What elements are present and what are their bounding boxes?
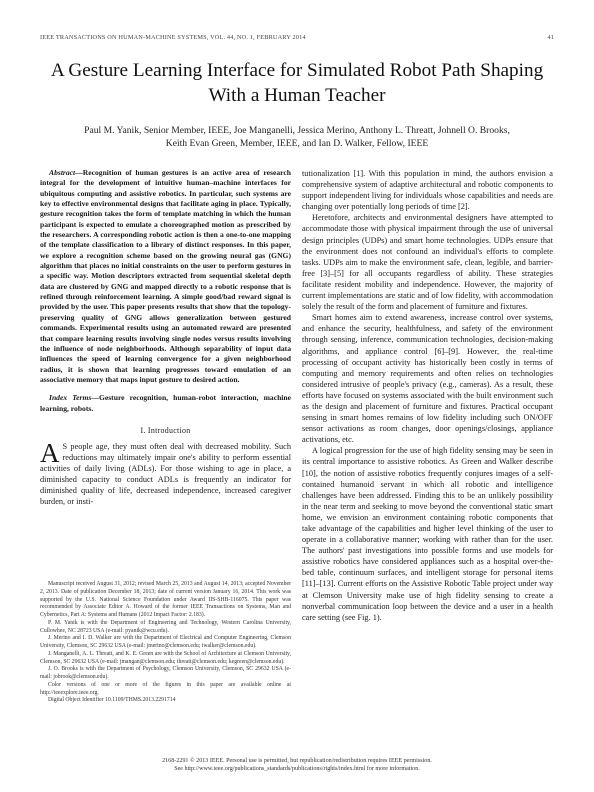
copyright-line-1: 2168-2291 © 2013 IEEE. Personal use is permitted, but republication/redistribution requires IEEE permission.: [162, 758, 432, 764]
author-list: [40, 124, 554, 150]
drop-cap: A: [40, 437, 60, 468]
footnote: P. M. Yanik is with the Department of Engineering and Technology, Western Carolina University, Cullowhee, NC 28723 USA (e-mail: pyanik@wcu.edu).: [40, 619, 291, 634]
running-head: [40, 34, 554, 44]
author-line-1: Paul M. Yanik, Senior Member, IEEE, Joe Manganelli, Jessica Merino, Anthony L. Threatt, Johnell O. Brooks,: [84, 125, 510, 136]
footnote: Color versions of one or more of the figures in this paper are available online at http://ieeexplore.ieee.org.: [40, 681, 291, 696]
author-line-2: Keith Evan Green, Member, IEEE, and Ian D. Walker, Fellow, IEEE: [165, 138, 429, 149]
footnotes: [40, 581, 291, 705]
abstract: [40, 168, 291, 385]
footnote: J. Manganelli, A. L. Threatt, and K. E. Green are with the School of Architecture at Clemson University, Clemson, SC 29632 USA (e-mail: jmangan@clemson.edu; threatt@clemson.edu; kegreen@clemson.edu).: [40, 650, 291, 665]
introduction-paragraph: [40, 437, 291, 508]
copyright-line-2: See http://www.ieee.org/publications_standards/publications/rights/index.html for more information.: [174, 766, 420, 772]
copyright-notice: [40, 757, 554, 773]
index-terms-text: —Gesture recognition, human-robot interaction, machine learning, robots.: [40, 393, 291, 413]
abstract-text: —Recognition of human gestures is an active area of research integral for the development of intuitive human–machine interfaces for ubiquitous computing and assistive robotics. In particular, such systems are key to effective environmental designs that facilitate aging in place. Typically, gesture recognition takes the form of template matching in which the human participant is expected to emulate a choreographed motion as prescribed by the researchers. A corresponding robotic action is then a one-to-one mapping of the template classification to a library of distinct responses. In this paper, we explore a recognition scheme based on the growing neural gas (GNG) algorithm that places no initial constraints on the user to perform gestures in a specific way. Motion descriptors extracted from sequential skeletal depth data are clustered by GNG and mapped directly to a robotic response that is refined through reinforcement learning. A simple good/bad reward signal is provided by the user. This paper presents results that show that the topology-preserving quality of GNG allows generalization between gestured commands. Experimental results using an automated reward are presented that compare learning results involving single nodes versus results involving the influence of node neighborhoods. Although separability of input data influences the speed of learning convergence for a given neighborhood radius, it is shown that learning progresses toward emulation of an associative memory that maps input gesture to desired action.: [40, 168, 291, 384]
body-paragraph: Smart homes aim to extend awareness, increase control over systems, and enhance the security, healthfulness, and safety of the environment through sensing, inference, communication technologies, decision-making algorithms, and appliance control [6]–[9]. However, the real-time processing of occupant activity has historically been costly in terms of computing and memory requirements and often relies on technologies considered intrusive of people's privacy (e.g., cameras). As a result, these efforts have focused on systems associated with the built environment such as the design and placement of furniture and fixtures. Practical occupant sensing in smart homes remains of low fidelity including such ON/OFF sensor activations as room changes, door openings/closings, appliance activations, etc.: [302, 313, 553, 445]
body-paragraph: tutionalization [1]. With this population in mind, the authors envision a comprehensive system of adaptive architectural and robotic components to support independent living for individuals whose capabilities and needs are changing over potentially long periods of time [2].: [302, 169, 553, 212]
left-column: [40, 168, 291, 507]
page-number: 41: [547, 34, 554, 41]
introduction-text: S people age, they must often deal with decreased mobility. Such reductions may ultimately impair one's ability to perform essential activities of daily living (ADLs). For those wishing to age in place, a diminished capacity to conduct ADLs is frequently an indicator for diminished quality of life, decreased independence, increased caregiver burden, or insti-: [40, 441, 291, 507]
footnote: Manuscript received August 31, 2012; revised March 25, 2013 and August 14, 2013; accepted November 2, 2013. Date of publication December 18, 2013; date of current version January 16, 2014. This work was supported by the U.S. National Science Foundation under Award IIS-SHB-116075. This paper was recommended by Associate Editor A. Howard of the former IEEE Transactions on Systems, Man and Cybernetics, Part A: Systems and Humans (2012 Impact Factor: 2.183).: [40, 581, 291, 618]
paper-title: A Gesture Learning Interface for Simulated Robot Path Shaping With a Human Teacher: [50, 60, 544, 106]
index-terms-lead: Index Terms: [49, 393, 92, 403]
abstract-lead: Abstract: [49, 168, 76, 177]
body-paragraph: Heretofore, architects and environmental designers have attempted to accommodate those with physical impairment through the use of universal design principles (UDPs) and smart home technologies. UDPs ensure that the environment does not confound an individual's efforts to complete tasks. UDPs aim to make the environment safe, clean, legible, and barrier-free [3]–[5] for all occupants regardless of ability. These strategies facilitate resident mobility and independence. However, the majority of current implementations are static and of low fidelity, with accommodation solely the result of the form and placement of furniture and fixtures.: [302, 213, 553, 312]
section-heading-introduction: I. Introduction: [140, 425, 191, 435]
footnote: Digital Object Identifier 10.1109/THMS.2013.2291714: [48, 697, 176, 704]
body-paragraph: A logical progression for the use of high fidelity sensing may be seen in its central importance to assistive robotics. As Green and Walker describe [10], the notion of assistive robotics frequently conjures images of a self-contained humanoid servant in which all robotic and intelligence challenges have been addressed. Finding this to be an unlikely possibility in the near term and seeking to move beyond the conventional static smart home, we envision an environment containing robotic components that take advantage of the capabilities and higher level thinking of the user to operate in a collaborative manner; working with rather than for the user. The authors' past investigations into possible forms and use models for assistive robotics have considered appliances such as a hospital over-the-bed table, continuum surfaces, and intelligent storage for personal items [11]–[13]. Current efforts on the Assistive Robotic Table project under way at Clemson University make use of high fidelity sensing to create a nonverbal communication loop between the device and a user in a health care setting (see Fig. 1).: [302, 446, 553, 622]
right-column: [302, 168, 553, 623]
journal-name: IEEE TRANSACTIONS ON HUMAN-MACHINE SYSTEMS, VOL. 44, NO. 1, FEBRUARY 2014: [40, 34, 306, 41]
footnote: J. O. Brooks is with the Department of Psychology, Clemson University, Clemson, SC 29632 USA (e-mail: jobrook@clemson.edu).: [40, 666, 291, 680]
index-terms: [40, 393, 291, 414]
footnote: J. Merino and I. D. Walker are with the Department of Electrical and Computer Engineering, Clemson University, Clemson, SC 29632 USA (e-mail: jmerino@clemson.edu; iwalker@clemson.edu).: [40, 635, 291, 649]
